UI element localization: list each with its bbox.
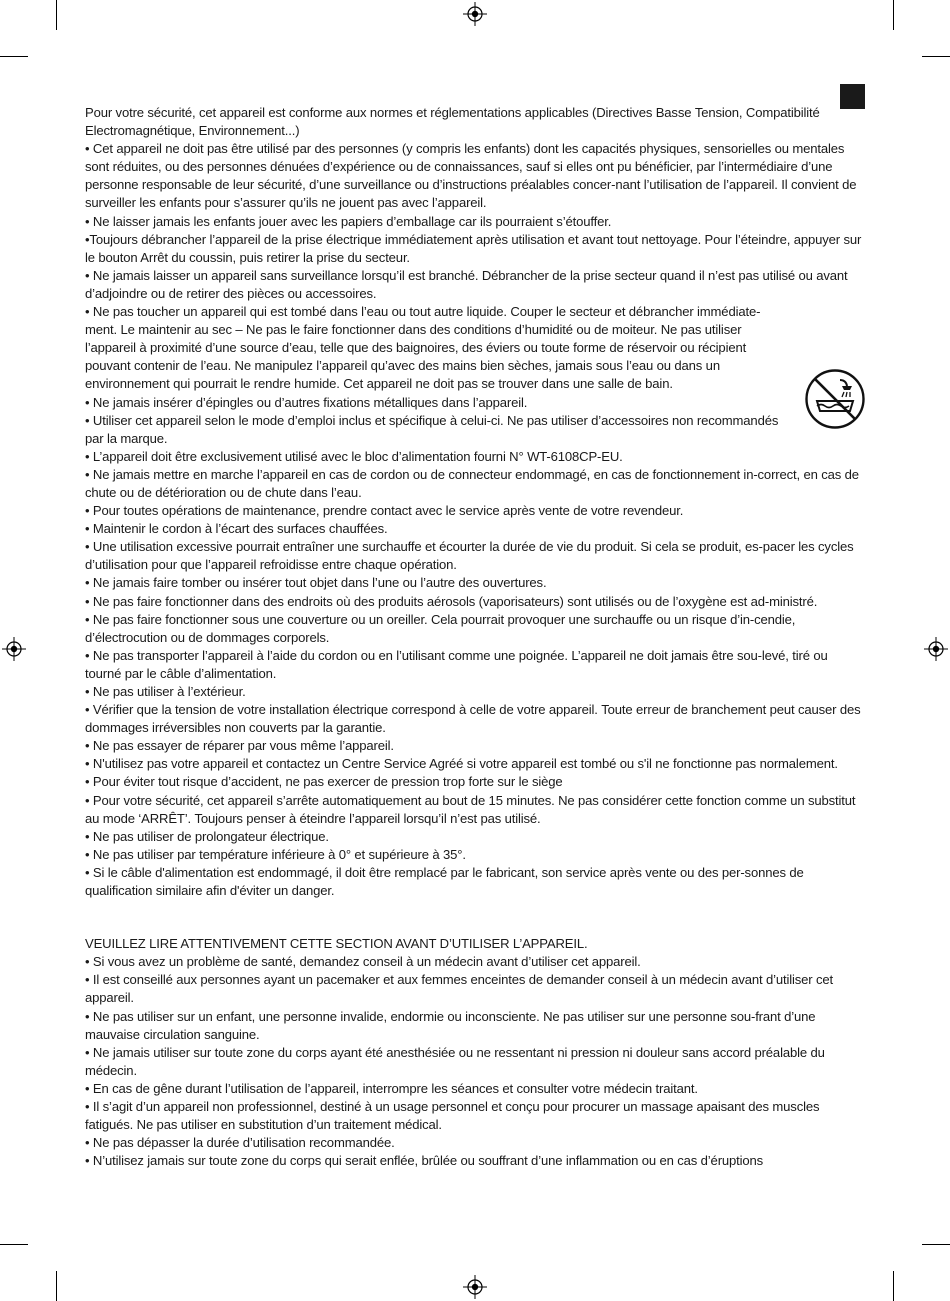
health-item: • En cas de gêne durant l’utilisation de l’appareil, interrompre les séances et consulter votre médecin traitant. — [85, 1080, 698, 1096]
safety-item: • Ne pas faire fonctionner sous une couverture ou un oreiller. Cela pourrait provoquer une surchauffe ou un risque d’in-cendie, d’électrocution ou de dommages corporels. — [85, 611, 796, 645]
safety-item: • Maintenir le cordon à l’écart des surfaces chauffées. — [85, 521, 388, 537]
crop-mark — [0, 1244, 28, 1245]
crop-mark — [893, 0, 894, 30]
safety-item: • Ne laisser jamais les enfants jouer avec les papiers d’emballage car ils pourraient s’étouffer. — [85, 213, 612, 229]
safety-item: •Toujours débrancher l’appareil de la prise électrique immédiatement après utilisation et avant tout nettoyage. Pour l’éteindre, appuyer sur le bouton Arrêt du coussin, puis retirer la prise du secteur. — [85, 231, 862, 265]
registration-mark-icon — [2, 637, 26, 661]
safety-item: • Pour éviter tout risque d’accident, ne pas exercer de pression trop forte sur le siège — [85, 774, 563, 790]
safety-instructions — [85, 104, 867, 1170]
safety-item: • Ne pas faire fonctionner dans des endroits où des produits aérosols (vaporisateurs) sont utilisés ou de l’oxygène est ad-ministré. — [85, 593, 818, 609]
safety-item: • Ne jamais faire tomber ou insérer tout objet dans l’une ou l’autre des ouvertures. — [85, 575, 547, 591]
safety-item: • Cet appareil ne doit pas être utilisé par des personnes (y compris les enfants) dont les capacités physiques, sensorielles ou mentales sont réduites, ou des personnes dénuées d’expérience ou de connaissances, sauf si elles ont pu bénéficier, par l’intermédiaire d’une personne responsable de leur sécurité, d’une surveillance ou d’instructions préalables concer-nant l’utilisation de l’appareil. Il convient de surveiller les enfants pour s’assurer qu’ils ne jouent pas avec l’appareil. — [85, 141, 857, 211]
safety-item: • Pour votre sécurité, cet appareil s’arrête automatiquement au bout de 15 minutes. Ne pas considérer cette fonction comme un substitut au mode ‘ARRÊT’. Toujours penser à éteindre l’appareil lorsqu’il n’est pas utilisé. — [85, 792, 856, 826]
intro-paragraph: Pour votre sécurité, cet appareil est conforme aux normes et réglementations applicables (Directives Basse Tension, Compatibilité Electromagnétique, Environnement...) — [85, 105, 820, 139]
health-item: • Il est conseillé aux personnes ayant un pacemaker et aux femmes enceintes de demander conseil à un médecin avant d’utiliser cet appareil. — [85, 972, 834, 1006]
safety-item: • Utiliser cet appareil selon le mode d’emploi inclus et spécifique à celui-ci. Ne pas utiliser d’accessoires non recommandés par la marque. — [85, 412, 779, 446]
safety-item: • N'utilisez pas votre appareil et contactez un Centre Service Agréé si votre appareil est tombé ou s'il ne fonctionne pas normalement. — [85, 756, 838, 772]
registration-mark-icon — [924, 637, 948, 661]
crop-mark — [893, 1271, 894, 1301]
registration-mark-icon — [463, 2, 487, 26]
safety-item: • Une utilisation excessive pourrait entraîner une surchauffe et écourter la durée de vie du produit. Si cela se produit, es-pacer les cycles d’utilisation pour que l’appareil refroidisse entre chaque opération. — [85, 539, 854, 573]
safety-item: • Si le câble d'alimentation est endommagé, il doit être remplacé par le fabricant, son service après vente ou des per-sonnes de qualification similaire afin d'éviter un danger. — [85, 864, 804, 899]
safety-item: • Ne pas utiliser par température inférieure à 0° et supérieure à 35°. — [85, 846, 466, 862]
safety-item: • Ne pas utiliser de prolongateur électrique. — [85, 828, 329, 844]
safety-item: • Ne jamais laisser un appareil sans surveillance lorsqu’il est branché. Débrancher de la prise secteur quand il n’est pas utilisé ou avant d’adjoindre ou de retirer des pièces ou accessoires. — [85, 267, 848, 301]
safety-item: • Ne pas essayer de réparer par vous même l’appareil. — [85, 738, 394, 754]
health-item: • Il s’agit d’un appareil non professionnel, destiné à un usage personnel et conçu pour procurer un massage apaisant des muscles fatigués. Ne pas utiliser en substitution d’un traitement médical. — [85, 1098, 820, 1133]
health-item: • N’utilisez jamais sur toute zone du corps qui serait enflée, brûlée ou souffrant d’une inflammation ou en cas d’éruptions — [85, 1153, 764, 1169]
crop-mark — [922, 1244, 950, 1245]
health-item: • Ne pas dépasser la durée d’utilisation recommandée. — [85, 1135, 395, 1151]
safety-item: • Ne pas toucher un appareil qui est tombé dans l’eau ou tout autre liquide. Couper le secteur et débrancher immédiate-ment. Le maintenir au sec – Ne pas le faire fonctionner dans des conditions d’humidité ou de moiteur. Ne pas utiliser l’appareil à proximité d’une source d’eau, telle que des baignoires, des éviers ou toute forme de réservoir ou récipient pouvant contenir de l’eau. Ne manipulez l’appareil qu’avec des mains bien sèches, jamais sous l’eau ou dans un environnement qui pourrait le rendre humide. Cet appareil ne doit pas se trouver dans une salle de bain. — [85, 304, 761, 392]
safety-item: • Ne jamais insérer d’épingles ou d’autres fixations métalliques dans l’appareil. — [85, 394, 528, 410]
safety-item: • L’appareil doit être exclusivement utilisé avec le bloc d’alimentation fourni N° WT-6108CP-EU. — [85, 448, 623, 464]
crop-mark — [56, 0, 57, 30]
health-item: • Ne pas utiliser sur un enfant, une personne invalide, endormie ou inconsciente. Ne pas utiliser sur une personne sou-frant d’une mauvaise circulation sanguine. — [85, 1008, 816, 1042]
safety-item: • Pour toutes opérations de maintenance, prendre contact avec le service après vente de votre revendeur. — [85, 503, 684, 519]
safety-item: • Ne pas utiliser à l’extérieur. — [85, 684, 246, 699]
crop-mark — [56, 1271, 57, 1301]
safety-item: • Ne jamais mettre en marche l’appareil en cas de cordon ou de connecteur endommagé, en cas de fonctionnement in-correct, en cas de chute ou de détérioration ou de chute dans l’eau. — [85, 466, 859, 500]
health-section-title: VEUILLEZ LIRE ATTENTIVEMENT CETTE SECTION AVANT D’UTILISER L’APPAREIL. — [85, 936, 588, 952]
health-item: • Ne jamais utiliser sur toute zone du corps ayant été anesthésiée ou ne ressentant ni pression ni douleur sans accord préalable du médecin. — [85, 1044, 825, 1078]
safety-item: • Vérifier que la tension de votre installation électrique correspond à celle de votre appareil. Toute erreur de branchement peut causer des dommages irréversibles non couverts par la garantie. — [85, 702, 861, 736]
health-item: • Si vous avez un problème de santé, demandez conseil à un médecin avant d’utiliser cet appareil. — [85, 954, 641, 970]
crop-mark — [922, 56, 950, 57]
safety-item: • Ne pas transporter l’appareil à l’aide du cordon ou en l’utilisant comme une poignée. L’appareil ne doit jamais être sou-levé, tiré ou tourné par le câble d’alimentation. — [85, 647, 828, 681]
crop-mark — [0, 56, 28, 57]
registration-mark-icon — [463, 1275, 487, 1299]
